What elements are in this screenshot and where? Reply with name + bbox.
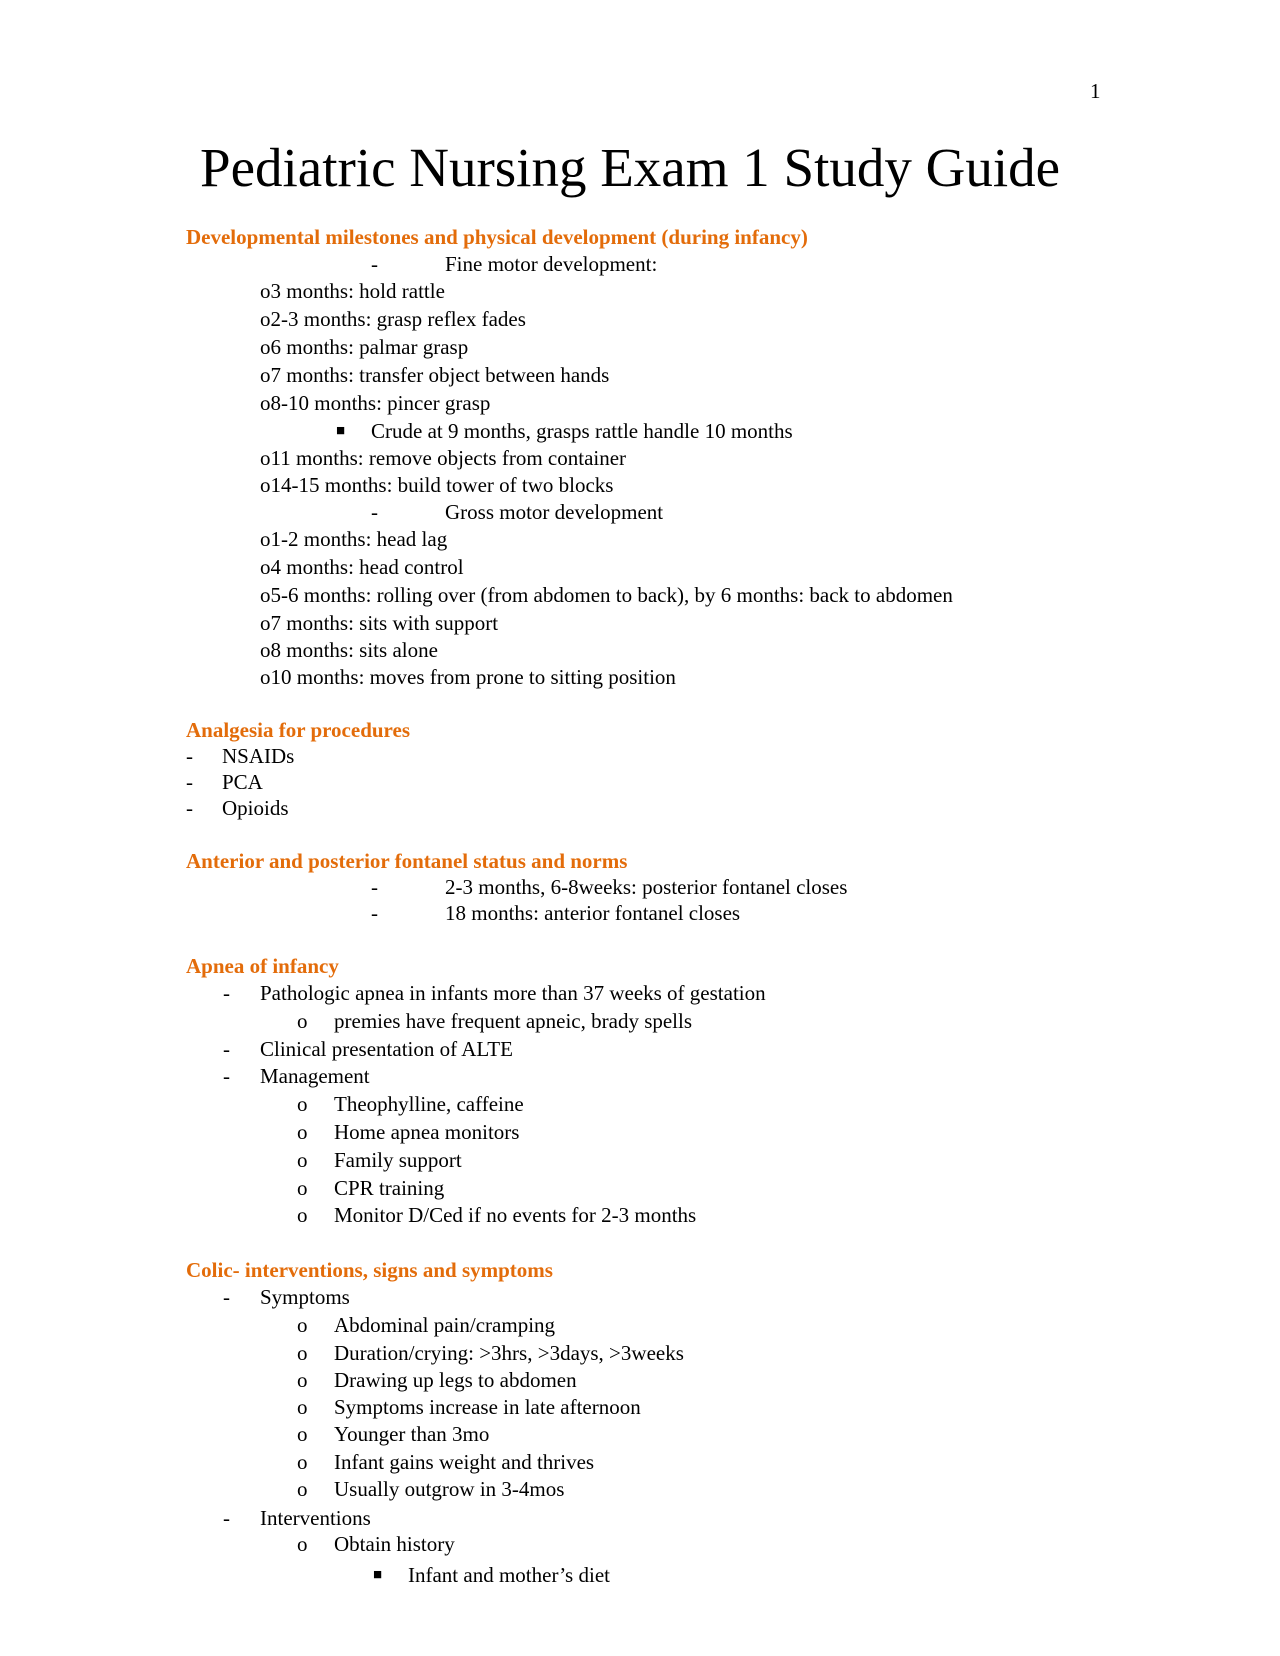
dash-bullet: - — [223, 981, 230, 1005]
list-item: o2-3 months: grasp reflex fades — [260, 307, 526, 331]
list-item: Infant gains weight and thrives — [334, 1450, 595, 1474]
list-item: o5-6 months: rolling over (from abdomen to back), by 6 months: back to abdomen — [260, 583, 953, 607]
circle-bullet: o — [297, 1532, 308, 1556]
page-number: 1 — [1090, 79, 1101, 103]
list-item: o1-2 months: head lag — [260, 527, 448, 551]
dash-bullet: - — [223, 1506, 230, 1530]
circle-bullet: o — [297, 1341, 308, 1365]
dash-bullet: - — [371, 500, 378, 524]
list-item: Usually outgrow in 3-4mos — [334, 1477, 565, 1501]
list-item: Infant and mother’s diet — [408, 1563, 610, 1587]
list-item: o14-15 months: build tower of two blocks — [260, 473, 614, 497]
circle-bullet: o — [260, 473, 271, 497]
list-item: Duration/crying: >3hrs, >3days, >3weeks — [334, 1341, 684, 1365]
circle-bullet: o — [260, 638, 271, 662]
list-item: Theophylline, caffeine — [334, 1092, 524, 1116]
circle-bullet: o — [260, 279, 271, 303]
section-heading-analgesia: Analgesia for procedures — [186, 718, 410, 742]
dash-bullet: - — [186, 744, 193, 768]
dash-bullet: - — [371, 252, 378, 276]
page-title: Pediatric Nursing Exam 1 Study Guide — [200, 137, 1061, 198]
circle-bullet: o — [260, 335, 271, 359]
list-item: Symptoms increase in late afternoon — [334, 1395, 641, 1419]
dash-bullet: - — [223, 1064, 230, 1088]
list-item: o8 months: sits alone — [260, 638, 438, 662]
circle-bullet: o — [260, 583, 271, 607]
circle-bullet: o — [297, 1422, 308, 1446]
list-item: o4 months: head control — [260, 555, 464, 579]
section-heading-colic: Colic- interventions, signs and symptoms — [186, 1258, 553, 1282]
list-item: Interventions — [260, 1506, 371, 1530]
list-item: Home apnea monitors — [334, 1120, 520, 1144]
dash-bullet: - — [186, 770, 193, 794]
list-item: Family support — [334, 1148, 462, 1172]
list-item: o3 months: hold rattle — [260, 279, 445, 303]
square-bullet: ■ — [336, 423, 346, 439]
circle-bullet: o — [297, 1368, 308, 1392]
circle-bullet: o — [297, 1120, 308, 1144]
circle-bullet: o — [297, 1203, 308, 1227]
list-item: Drawing up legs to abdomen — [334, 1368, 577, 1392]
list-item: 2-3 months, 6-8weeks: posterior fontanel closes — [445, 875, 848, 899]
dash-bullet: - — [371, 875, 378, 899]
list-item: o6 months: palmar grasp — [260, 335, 469, 359]
circle-bullet: o — [260, 665, 271, 689]
circle-bullet: o — [260, 527, 271, 551]
list-item: Abdominal pain/cramping — [334, 1313, 556, 1337]
list-item: Symptoms — [260, 1285, 350, 1309]
list-item: PCA — [222, 770, 263, 794]
dash-bullet: - — [223, 1037, 230, 1061]
list-item: Younger than 3mo — [334, 1422, 490, 1446]
list-item: o7 months: sits with support — [260, 611, 499, 635]
list-item: o11 months: remove objects from container — [260, 446, 627, 470]
list-item: 18 months: anterior fontanel closes — [445, 901, 741, 925]
circle-bullet: o — [297, 1477, 308, 1501]
fine-motor-label: Fine motor development: — [445, 252, 658, 276]
list-item: Management — [260, 1064, 370, 1088]
list-item: Opioids — [222, 796, 289, 820]
section-heading-apnea: Apnea of infancy — [186, 954, 339, 978]
list-item: o10 months: moves from prone to sitting position — [260, 665, 676, 689]
circle-bullet: o — [297, 1148, 308, 1172]
circle-bullet: o — [297, 1395, 308, 1419]
list-item: o8-10 months: pincer grasp — [260, 391, 491, 415]
square-bullet: ■ — [373, 1567, 383, 1583]
list-item: Pathologic apnea in infants more than 37 weeks of gestation — [260, 981, 766, 1005]
list-item: CPR training — [334, 1176, 445, 1200]
list-item: premies have frequent apneic, brady spells — [334, 1009, 693, 1033]
dash-bullet: - — [223, 1285, 230, 1309]
circle-bullet: o — [297, 1450, 308, 1474]
section-heading-milestones: Developmental milestones and physical development (during infancy) — [186, 225, 808, 249]
list-item: o7 months: transfer object between hands — [260, 363, 610, 387]
circle-bullet: o — [297, 1313, 308, 1337]
dash-bullet: - — [186, 796, 193, 820]
sub-note: Crude at 9 months, grasps rattle handle 10 months — [371, 419, 793, 443]
list-item: Clinical presentation of ALTE — [260, 1037, 513, 1061]
circle-bullet: o — [260, 307, 271, 331]
circle-bullet: o — [297, 1176, 308, 1200]
circle-bullet: o — [260, 363, 271, 387]
gross-motor-label: Gross motor development — [445, 500, 664, 524]
list-item: Monitor D/Ced if no events for 2-3 months — [334, 1203, 697, 1227]
dash-bullet: - — [371, 901, 378, 925]
circle-bullet: o — [260, 555, 271, 579]
list-item: NSAIDs — [222, 744, 295, 768]
circle-bullet: o — [260, 611, 271, 635]
circle-bullet: o — [297, 1092, 308, 1116]
circle-bullet: o — [260, 446, 271, 470]
section-heading-fontanel: Anterior and posterior fontanel status and norms — [186, 849, 628, 873]
circle-bullet: o — [260, 391, 271, 415]
list-item: Obtain history — [334, 1532, 455, 1556]
circle-bullet: o — [297, 1009, 308, 1033]
